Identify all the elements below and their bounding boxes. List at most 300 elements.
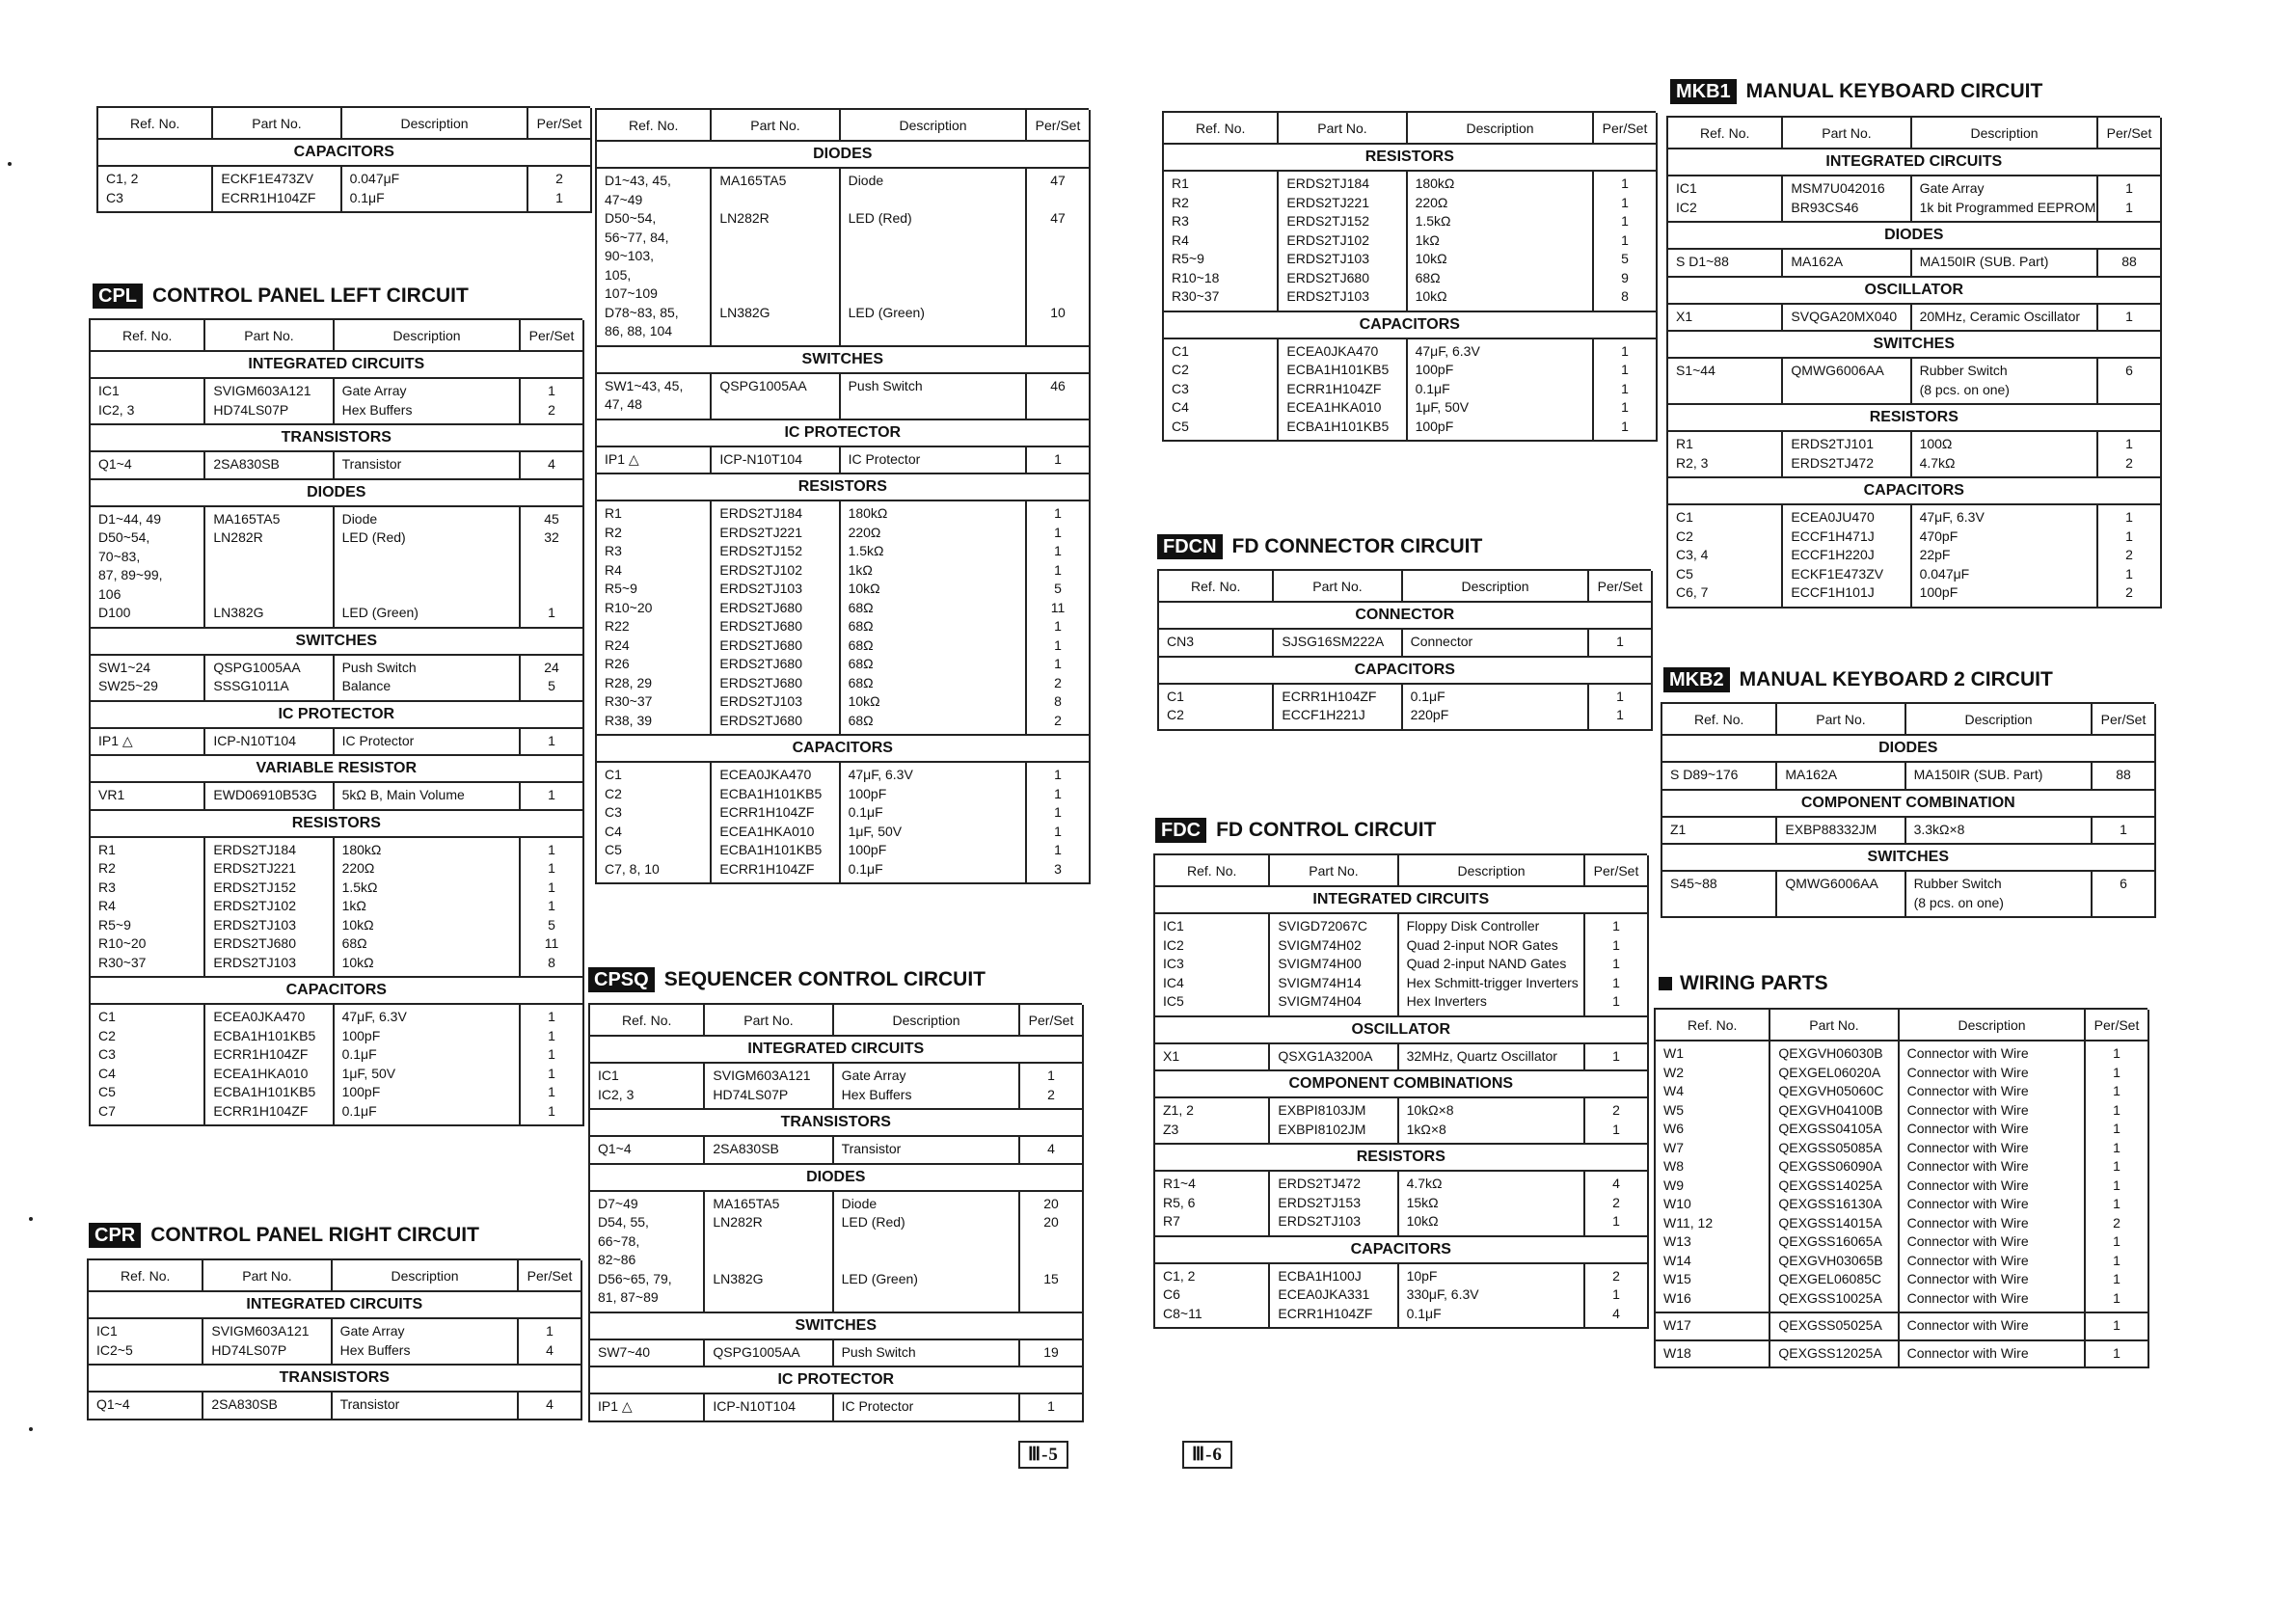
column-header-part: Part No. [204, 320, 333, 351]
section-mkb2 [1661, 702, 2154, 918]
perset-cell: 6 [2097, 358, 2160, 404]
section-title [1663, 667, 2053, 692]
column-header-ps: Per/Set [1588, 571, 1651, 602]
desc-cell: 5kΩ B, Main Volume [334, 782, 521, 810]
desc-cell: 0.047μF 0.1μF [341, 166, 528, 212]
section-s0 [96, 106, 590, 213]
category-diodes: DIODES [1662, 735, 2155, 762]
perset-cell: 1 [520, 728, 582, 756]
table-row [91, 506, 583, 628]
part-cell: ICP-N10T104 [711, 446, 839, 474]
column-header-part: Part No. [1269, 855, 1397, 886]
desc-cell: Diode LED (Red) LED (Green) [840, 168, 1027, 346]
table-row [89, 1392, 581, 1420]
column-header-part: Part No. [1782, 118, 1910, 149]
desc-cell: 32MHz, Quartz Oscillator [1398, 1043, 1585, 1071]
desc-cell: Connector with Wire Connector with Wire Connector with Wire Connector with Wire Connector with Wire Connector with Wire Connector with Wire Connector with Wire Connector with Wire Connector with Wire Connector with Wire Connector with Wire Connector with Wire Connector with Wire [1899, 1041, 2086, 1312]
column-header-ref: Ref. No. [89, 1260, 203, 1291]
section-cpsq [588, 1003, 1082, 1422]
part-cell: ERDS2TJ101 ERDS2TJ472 [1782, 431, 1910, 477]
desc-cell: Connector [1402, 629, 1589, 657]
column-header-desc: Description [1905, 704, 2093, 735]
part-cell: EXBP88332JM [1776, 817, 1904, 845]
section-title [93, 284, 469, 309]
section-fdc [1153, 853, 1647, 1329]
column-header-desc: Description [1899, 1010, 2086, 1041]
desc-cell: Push Switch [840, 373, 1027, 419]
perset-cell: 1 [1588, 629, 1651, 657]
ref-cell: W1 W2 W4 W5 W6 W7 W8 W9 W10 W11, 12 W13 W14 W15 W16 [1656, 1041, 1769, 1312]
section-title [89, 1223, 479, 1248]
ref-cell: Z1 [1662, 817, 1776, 845]
perset-cell: 1 2 [2097, 431, 2160, 477]
part-cell: 2SA830SB [203, 1392, 331, 1420]
ref-cell: R1 R2, 3 [1668, 431, 1782, 477]
category-capacitors: CAPACITORS [597, 735, 1090, 762]
table-row [590, 1063, 1083, 1109]
part-cell: EWD06910B53G [204, 782, 333, 810]
desc-cell: 20MHz, Ceramic Oscillator [1911, 304, 2098, 332]
column-header-desc: Description [1398, 855, 1585, 886]
column-header-desc: Description [840, 110, 1027, 141]
category-variable-resistor: VARIABLE RESISTOR [91, 755, 583, 782]
part-cell: ERDS2TJ472 ERDS2TJ153 ERDS2TJ103 [1269, 1171, 1397, 1236]
perset-cell: 20 20 15 [1019, 1191, 1082, 1312]
parts-table [1668, 118, 2162, 609]
section-wiring [1654, 1008, 2147, 1368]
table-row [91, 728, 583, 756]
column-header-ref: Ref. No. [597, 110, 711, 141]
section-title-text: MANUAL KEYBOARD 2 CIRCUIT [1739, 668, 2053, 690]
desc-cell: Transistor [334, 451, 521, 479]
category-oscillator: OSCILLATOR [1155, 1016, 1648, 1043]
ref-cell: W17 [1656, 1312, 1769, 1340]
section-title-text: FD CONTROL CIRCUIT [1216, 819, 1437, 841]
ref-cell: R1 R2 R3 R4 R5~9 R10~18 R30~37 [1164, 171, 1278, 311]
section-tag: MKB1 [1670, 79, 1737, 104]
column-header-ps: Per/Set [1593, 113, 1656, 144]
category-integrated-circuits: INTEGRATED CIRCUITS [91, 351, 583, 378]
table-row [1662, 871, 2155, 917]
perset-cell: 46 [1026, 373, 1089, 419]
section-s5 [1162, 111, 1656, 442]
category-component-combination: COMPONENT COMBINATION [1662, 790, 2155, 817]
parts-table [1656, 1010, 2149, 1368]
section-cpl [89, 318, 582, 1126]
part-cell: ICP-N10T104 [704, 1393, 832, 1421]
ref-cell: Q1~4 [89, 1392, 203, 1420]
category-transistors: TRANSISTORS [89, 1365, 581, 1392]
table-row [1662, 762, 2155, 790]
part-cell: QMWG6006AA [1776, 871, 1904, 917]
column-header-part: Part No. [1278, 113, 1406, 144]
perset-cell: 1 [2097, 304, 2160, 332]
desc-cell: Floppy Disk Controller Quad 2-input NOR Gates Quad 2-input NAND Gates Hex Schmitt-trigger Inverters Hex Inverters [1398, 913, 1585, 1016]
part-cell: ECEA0JKA470 ECBA1H101KB5 ECRR1H104ZF ECEA1HKA010 ECBA1H101KB5 [1278, 338, 1406, 442]
perset-cell: 2 1 [1584, 1097, 1647, 1144]
category-resistors: RESISTORS [91, 810, 583, 837]
ref-cell: CN3 [1159, 629, 1273, 657]
desc-cell: Push Switch Balance [334, 655, 521, 701]
desc-cell: IC Protector [833, 1393, 1020, 1421]
desc-cell: IC Protector [334, 728, 521, 756]
part-cell: QSXG1A3200A [1269, 1043, 1397, 1071]
column-header-ref: Ref. No. [1159, 571, 1273, 602]
table-row [91, 655, 583, 701]
category-ic-protector: IC PROTECTOR [597, 419, 1090, 446]
category-switches: SWITCHES [1668, 331, 2161, 358]
perset-cell: 1 1 [1588, 684, 1651, 730]
table-row [1155, 1097, 1648, 1144]
desc-cell: 47μF, 6.3V 100pF 0.1μF 1μF, 50V 100pF [1407, 338, 1594, 442]
part-cell: QSPG1005AA [704, 1339, 832, 1367]
desc-cell: 10pF 330μF, 6.3V 0.1μF [1398, 1263, 1585, 1329]
section-title [1670, 79, 2042, 104]
column-header-ref: Ref. No. [98, 108, 212, 139]
column-header-ref: Ref. No. [1164, 113, 1278, 144]
parts-table [1159, 571, 1653, 731]
ref-cell: S D89~176 [1662, 762, 1776, 790]
part-cell: ERDS2TJ184 ERDS2TJ221 ERDS2TJ152 ERDS2TJ102 ERDS2TJ103 ERDS2TJ680 ERDS2TJ680 ERDS2TJ680 ERDS2TJ680 ERDS2TJ680 ERDS2TJ103 ERDS2TJ680 [711, 500, 839, 735]
desc-cell: 180kΩ 220Ω 1.5kΩ 1kΩ 10kΩ 68Ω 10kΩ [334, 837, 521, 978]
desc-cell: Gate Array Hex Buffers [334, 378, 521, 424]
perset-cell: 1 1 1 1 1 3 [1026, 762, 1089, 883]
category-switches: SWITCHES [597, 346, 1090, 373]
ref-cell: C1 C2 [1159, 684, 1273, 730]
parts-table [1164, 113, 1658, 442]
table-row [89, 1318, 581, 1365]
desc-cell: 10kΩ×8 1kΩ×8 [1398, 1097, 1585, 1144]
desc-cell: 47μF, 6.3V 100pF 0.1μF 1μF, 50V 100pF 0.1μF [840, 762, 1027, 883]
ref-cell: C1 C2 C3 C4 C5 [1164, 338, 1278, 442]
desc-cell: Connector with Wire [1899, 1340, 2086, 1368]
table-row [597, 500, 1090, 735]
desc-cell: 180kΩ 220Ω 1.5kΩ 1kΩ 10kΩ 68Ω 10kΩ [1407, 171, 1594, 311]
perset-cell: 1 1 1 1 5 11 1 1 1 2 8 2 [1026, 500, 1089, 735]
part-cell: SVQGA20MX040 [1782, 304, 1910, 332]
table-row [1164, 338, 1657, 442]
category-transistors: TRANSISTORS [91, 424, 583, 451]
ref-cell: VR1 [91, 782, 204, 810]
perset-cell: 1 [520, 782, 582, 810]
section-title-text: FD CONNECTOR CIRCUIT [1231, 535, 1483, 557]
table-row [1159, 629, 1652, 657]
desc-cell: 4.7kΩ 15kΩ 10kΩ [1398, 1171, 1585, 1236]
ref-cell: C1, 2 C3 [98, 166, 212, 212]
column-header-desc: Description [341, 108, 528, 139]
table-row [590, 1393, 1083, 1421]
parts-table [590, 1005, 1084, 1422]
perset-cell: 1 1 1 1 1 1 [520, 1004, 582, 1125]
category-capacitors: CAPACITORS [1159, 657, 1652, 684]
column-header-ps: Per/Set [2092, 704, 2154, 735]
part-cell: QMWG6006AA [1782, 358, 1910, 404]
part-cell: MA165TA5 LN282R LN382G [704, 1191, 832, 1312]
category-component-combinations: COMPONENT COMBINATIONS [1155, 1070, 1648, 1097]
part-cell: SVIGM603A121 HD74LS07P [203, 1318, 331, 1365]
category-transistors: TRANSISTORS [590, 1109, 1083, 1136]
ref-cell: IP1 △ [590, 1393, 704, 1421]
column-header-ps: Per/Set [1026, 110, 1089, 141]
category-integrated-circuits: INTEGRATED CIRCUITS [1155, 886, 1648, 913]
table-row [597, 446, 1090, 474]
column-header-part: Part No. [203, 1260, 331, 1291]
ref-cell: R1 R2 R3 R4 R5~9 R10~20 R22 R24 R26 R28, 29 R30~37 R38, 39 [597, 500, 711, 735]
category-capacitors: CAPACITORS [1164, 311, 1657, 338]
table-row [1155, 1043, 1648, 1071]
page-number-right: Ⅲ-6 [1182, 1441, 1232, 1469]
category-integrated-circuits: INTEGRATED CIRCUITS [89, 1291, 581, 1318]
perset-cell: 1 [1584, 1043, 1647, 1071]
table-row [98, 166, 591, 212]
perset-cell: 1 [1019, 1393, 1082, 1421]
part-cell: ERDS2TJ184 ERDS2TJ221 ERDS2TJ152 ERDS2TJ102 ERDS2TJ103 ERDS2TJ680 ERDS2TJ103 [204, 837, 333, 978]
ref-cell: C1 C2 C3 C4 C5 C7, 8, 10 [597, 762, 711, 883]
part-cell: QEXGSS12025A [1769, 1340, 1898, 1368]
part-cell: MA162A [1782, 249, 1910, 277]
section-title-text: WIRING PARTS [1680, 972, 1828, 994]
part-cell: ECEA0JKA470 ECBA1H101KB5 ECRR1H104ZF ECEA1HKA010 ECBA1H101KB5 ECRR1H104ZF [711, 762, 839, 883]
category-capacitors: CAPACITORS [91, 977, 583, 1004]
category-switches: SWITCHES [590, 1312, 1083, 1339]
section-mkb1 [1666, 116, 2160, 609]
category-resistors: RESISTORS [1668, 404, 2161, 431]
table-row [590, 1339, 1083, 1367]
perset-cell: 1 [1026, 446, 1089, 474]
ref-cell: D1~43, 45, 47~49 D50~54, 56~77, 84, 90~103, 105, 107~109 D78~83, 85, 86, 88, 104 [597, 168, 711, 346]
column-header-ps: Per/Set [520, 320, 582, 351]
ref-cell: IC1 IC2~5 [89, 1318, 203, 1365]
desc-cell: Push Switch [833, 1339, 1020, 1367]
table-row [1155, 1263, 1648, 1329]
part-cell: QEXGSS05025A [1769, 1312, 1898, 1340]
part-cell: MA162A [1776, 762, 1904, 790]
section-title [1157, 534, 1482, 559]
column-header-desc: Description [1402, 571, 1589, 602]
column-header-ps: Per/Set [1584, 855, 1647, 886]
desc-cell: 47μF, 6.3V 100pF 0.1μF 1μF, 50V 100pF 0.1μF [334, 1004, 521, 1125]
ref-cell: S45~88 [1662, 871, 1776, 917]
part-cell: MSM7U042016 BR93CS46 [1782, 176, 1910, 222]
part-cell: ECBA1H100J ECEA0JKA331 ECRR1H104ZF [1269, 1263, 1397, 1329]
column-header-ps: Per/Set [518, 1260, 581, 1291]
category-integrated-circuits: INTEGRATED CIRCUITS [1668, 149, 2161, 176]
ref-cell: IC1 IC2 [1668, 176, 1782, 222]
part-cell: SJSG16SM222A [1273, 629, 1401, 657]
desc-cell: Connector with Wire [1899, 1312, 2086, 1340]
perset-cell: 1 1 1 1 5 11 8 [520, 837, 582, 978]
perset-cell: 4 2 1 [1584, 1171, 1647, 1236]
perset-cell: 1 1 [2097, 176, 2160, 222]
table-row [1656, 1340, 2148, 1368]
section-tag: CPSQ [588, 967, 655, 992]
column-header-part: Part No. [1273, 571, 1401, 602]
desc-cell: Transistor [332, 1392, 519, 1420]
desc-cell: 47μF, 6.3V 470pF 22pF 0.047μF 100pF [1911, 504, 2098, 608]
ref-cell: C1, 2 C6 C8~11 [1155, 1263, 1269, 1329]
parts-table [1155, 855, 1649, 1329]
perset-cell: 88 [2092, 762, 2154, 790]
column-header-desc: Description [332, 1260, 519, 1291]
section-tag: CPL [93, 284, 143, 309]
column-header-ps: Per/Set [1019, 1005, 1082, 1036]
table-row [597, 762, 1090, 883]
table-row [1656, 1041, 2148, 1312]
ref-cell: IP1 △ [91, 728, 204, 756]
section-title-text: CONTROL PANEL RIGHT CIRCUIT [150, 1224, 479, 1246]
ref-cell: SW1~43, 45, 47, 48 [597, 373, 711, 419]
section-title-text: SEQUENCER CONTROL CIRCUIT [663, 968, 986, 990]
section-tag: CPR [89, 1223, 141, 1248]
table-row [91, 782, 583, 810]
category-capacitors: CAPACITORS [98, 139, 591, 166]
section-tag: FDCN [1157, 534, 1223, 559]
desc-cell: Rubber Switch (8 pcs. on one) [1905, 871, 2093, 917]
perset-cell: 45 32 1 [520, 506, 582, 628]
category-capacitors: CAPACITORS [1668, 477, 2161, 504]
desc-cell: 0.1μF 220pF [1402, 684, 1589, 730]
table-row [91, 837, 583, 978]
page-number-left: Ⅲ-5 [1018, 1441, 1068, 1469]
desc-cell: IC Protector [840, 446, 1027, 474]
table-row [1656, 1312, 2148, 1340]
category-diodes: DIODES [590, 1164, 1083, 1191]
column-header-ref: Ref. No. [1656, 1010, 1769, 1041]
category-resistors: RESISTORS [597, 473, 1090, 500]
parts-table [1662, 704, 2156, 918]
part-cell: MA165TA5 LN282R LN382G [204, 506, 333, 628]
part-cell: EXBPI8103JM EXBPI8102JM [1269, 1097, 1397, 1144]
ref-cell: W18 [1656, 1340, 1769, 1368]
square-bullet-icon [1659, 977, 1672, 990]
column-header-ps: Per/Set [2097, 118, 2160, 149]
part-cell: ECEA0JKA470 ECBA1H101KB5 ECRR1H104ZF ECEA1HKA010 ECBA1H101KB5 ECRR1H104ZF [204, 1004, 333, 1125]
column-header-part: Part No. [212, 108, 340, 139]
category-oscillator: OSCILLATOR [1668, 277, 2161, 304]
section-fdcn [1157, 569, 1651, 731]
table-row [1159, 684, 1652, 730]
perset-cell: 1 [2085, 1312, 2147, 1340]
perset-cell: 4 [520, 451, 582, 479]
category-ic-protector: IC PROTECTOR [590, 1366, 1083, 1393]
category-resistors: RESISTORS [1164, 144, 1657, 171]
perset-cell: 4 [518, 1392, 581, 1420]
parts-table [91, 320, 584, 1126]
table-row [590, 1191, 1083, 1312]
table-row [1668, 504, 2161, 608]
perset-cell: 19 [1019, 1339, 1082, 1367]
desc-cell: 180kΩ 220Ω 1.5kΩ 1kΩ 10kΩ 68Ω 68Ω 68Ω 68Ω 68Ω 10kΩ 68Ω [840, 500, 1027, 735]
part-cell: QEXGVH06030B QEXGEL06020A QEXGVH05060C QEXGVH04100B QEXGSS04105A QEXGSS05085A QEXGSS06090A QEXGSS14025A QEXGSS16130A QEXGSS14015A QEXGSS16065A QEXGVH03065B QEXGEL06085C QEXGSS10025A [1769, 1041, 1898, 1312]
part-cell: SVIGM603A121 HD74LS07P [204, 378, 333, 424]
part-cell: ERDS2TJ184 ERDS2TJ221 ERDS2TJ152 ERDS2TJ102 ERDS2TJ103 ERDS2TJ680 ERDS2TJ103 [1278, 171, 1406, 311]
desc-cell: 100Ω 4.7kΩ [1911, 431, 2098, 477]
table-row [1662, 817, 2155, 845]
column-header-ref: Ref. No. [1668, 118, 1782, 149]
perset-cell: 47 47 10 [1026, 168, 1089, 346]
ref-cell: C1 C2 C3, 4 C5 C6, 7 [1668, 504, 1782, 608]
perset-cell: 1 2 [520, 378, 582, 424]
section-s3 [595, 108, 1089, 884]
category-diodes: DIODES [1668, 222, 2161, 249]
desc-cell: 3.3kΩ×8 [1905, 817, 2093, 845]
desc-cell: Gate Array Hex Buffers [332, 1318, 519, 1365]
perset-cell: 2 1 4 [1584, 1263, 1647, 1329]
section-title-text: CONTROL PANEL LEFT CIRCUIT [152, 284, 469, 307]
perset-cell: 88 [2097, 249, 2160, 277]
category-diodes: DIODES [597, 141, 1090, 168]
perset-cell: 1 1 1 1 1 [1593, 338, 1656, 442]
column-header-desc: Description [1407, 113, 1594, 144]
column-header-part: Part No. [704, 1005, 832, 1036]
column-header-desc: Description [833, 1005, 1020, 1036]
desc-cell: Rubber Switch (8 pcs. on one) [1911, 358, 2098, 404]
section-cpr [87, 1258, 581, 1420]
section-title-text: MANUAL KEYBOARD CIRCUIT [1745, 80, 2043, 102]
part-cell: QSPG1005AA SSSG1011A [204, 655, 333, 701]
column-header-part: Part No. [1776, 704, 1904, 735]
table-row [91, 1004, 583, 1125]
part-cell: SVIGD72067C SVIGM74H02 SVIGM74H00 SVIGM74H14 SVIGM74H04 [1269, 913, 1397, 1016]
category-switches: SWITCHES [91, 628, 583, 655]
part-cell: ECKF1E473ZV ECRR1H104ZF [212, 166, 340, 212]
column-header-ps: Per/Set [527, 108, 590, 139]
category-diodes: DIODES [91, 479, 583, 506]
ref-cell: D1~44, 49 D50~54, 70~83, 87, 89~99, 106 D100 [91, 506, 204, 628]
table-row [1668, 304, 2161, 332]
perset-cell: 4 [1019, 1136, 1082, 1164]
part-cell: MA165TA5 LN282R LN382G [711, 168, 839, 346]
table-row [1155, 913, 1648, 1016]
perset-cell: 1 1 1 1 1 [1584, 913, 1647, 1016]
category-connector: CONNECTOR [1159, 602, 1652, 629]
ref-cell: X1 [1155, 1043, 1269, 1071]
perset-cell: 1 1 2 1 2 [2097, 504, 2160, 608]
section-title [1659, 972, 1828, 995]
section-tag: FDC [1155, 818, 1206, 843]
section-title [1155, 818, 1436, 843]
part-cell: 2SA830SB [204, 451, 333, 479]
perset-cell: 1 2 [1019, 1063, 1082, 1109]
parts-table [597, 110, 1091, 884]
ref-cell: C1 C2 C3 C4 C5 C7 [91, 1004, 204, 1125]
section-title [588, 967, 986, 992]
part-cell: 2SA830SB [704, 1136, 832, 1164]
desc-cell: Gate Array Hex Buffers [833, 1063, 1020, 1109]
table-row [590, 1136, 1083, 1164]
part-cell: QSPG1005AA [711, 373, 839, 419]
ref-cell: X1 [1668, 304, 1782, 332]
table-row [1668, 249, 2161, 277]
desc-cell: Transistor [833, 1136, 1020, 1164]
ref-cell: Q1~4 [590, 1136, 704, 1164]
column-header-part: Part No. [1769, 1010, 1898, 1041]
desc-cell: MA150IR (SUB. Part) [1911, 249, 2098, 277]
table-row [597, 373, 1090, 419]
category-integrated-circuits: INTEGRATED CIRCUITS [590, 1036, 1083, 1063]
perset-cell: 2 1 [527, 166, 590, 212]
perset-cell: 6 [2092, 871, 2154, 917]
part-cell: SVIGM603A121 HD74LS07P [704, 1063, 832, 1109]
perset-cell: 1 [2092, 817, 2154, 845]
ref-cell: SW1~24 SW25~29 [91, 655, 204, 701]
ref-cell: Q1~4 [91, 451, 204, 479]
category-switches: SWITCHES [1662, 844, 2155, 871]
ref-cell: IP1 △ [597, 446, 711, 474]
ref-cell: IC1 IC2, 3 [590, 1063, 704, 1109]
part-cell: ICP-N10T104 [204, 728, 333, 756]
perset-cell: 1 1 1 1 5 9 8 [1593, 171, 1656, 311]
